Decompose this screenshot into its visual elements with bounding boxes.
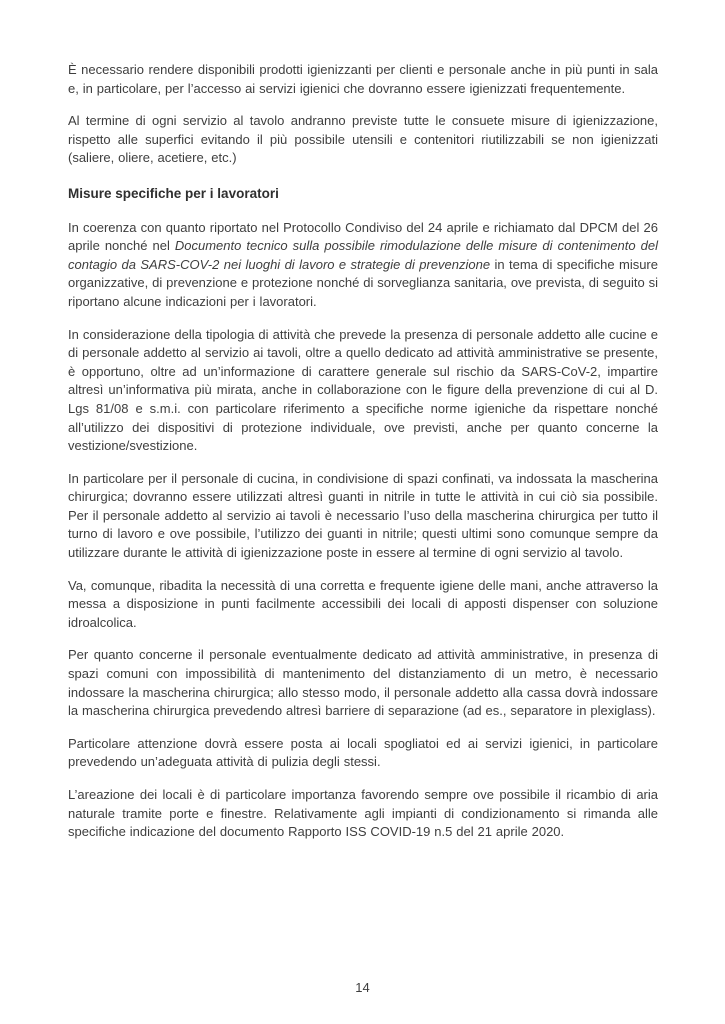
paragraph-changing-rooms: Particolare attenzione dovrà essere posta ai locali spogliatoi ed ai servizi igienici, in particolare prevedendo un’adeguata attività di pulizia degli stessi.: [68, 735, 658, 770]
paragraph-protocol-reference: [68, 219, 658, 312]
paragraph-ventilation: L’areazione dei locali è di particolare importanza favorendo sempre ove possibile il ricambio di aria naturale tramite porte e finestre. Relativamente agli impianti di condizionamento si rimanda alle specifiche indicazione del documento Rapporto ISS COVID-19 n.5 del 21 aprile 2020.: [68, 787, 658, 840]
section-heading: Misure specifiche per i lavoratori: [68, 185, 279, 201]
cited-document-title-italic: Documento tecnico sulla possibile rimodulazione delle misure di contenimento del contagio da SARS-COV-2 nei luoghi di lavoro e strategie di prevenzione: [68, 238, 659, 272]
page-footer: [0, 979, 725, 998]
paragraph-hand-hygiene: Va, comunque, ribadita la necessità di una corretta e frequente igiene delle mani, anche attraverso la messa a disposizione in punti facilmente accessibili dei locali di apposti dispenser con soluzione idroalcolica.: [68, 577, 658, 630]
paragraph-text-pre: In coerenza con quanto riportato nel Protocollo Condiviso del 24 aprile e richiamato dal DPCM del 26 aprile nonché nel: [68, 219, 658, 254]
paragraph-table-service-sanitation: Al termine di ogni servizio al tavolo andranno previste tutte le consuete misure di igienizzazione, rispetto alle superfici evitando il più possibile utensili e contenitori riutilizzabili se non igienizzati (saliere, oliere, acetiere, etc.): [68, 113, 658, 166]
page-content: [68, 61, 658, 856]
paragraph-hygiene-products: È necessario rendere disponibili prodotti igienizzanti per clienti e personale anche in più punti in sala e, in particolare, per l’accesso ai servizi igienici che dovranno essere igienizzati frequentemente.: [68, 62, 658, 96]
paragraph-administrative-staff: Per quanto concerne il personale eventualmente dedicato ad attività amministrative, in presenza di spazi comuni con impossibilità di mantenimento del distanziamento di un metro, è necessario indossare la mascherina chirurgica; allo stesso modo, il personale addetto alla cassa dovrà indossare la mascherina chirurgica prevedendo altresì barriere di separazione (ad es., separatore in plexiglass).: [68, 647, 658, 719]
paragraph-kitchen-staff-ppe: In particolare per il personale di cucina, in condivisione di spazi confinati, va indossata la mascherina chirurgica; dovranno essere utilizzati altresì guanti in nitrile in tutte le attività in cui ciò sia possibile. Per il personale addetto al servizio ai tavoli è necessario l’uso della mascherina chirurgica per tutto il turno di lavoro e ove possibile, l’utilizzo dei guanti in nitrile; questi ultimi sono comunque sempre da utilizzare durante le attività di igienizzazione poste in essere al termine di ogni servizio al tavolo.: [68, 470, 658, 561]
page-number: 14: [355, 980, 370, 995]
paragraph-text-post: in tema di specifiche misure organizzative, di prevenzione e protezione nonché di sorveglianza sanitaria, ove prevista, di seguito si riportano alcune indicazioni per i lavoratori.: [68, 256, 658, 309]
paragraph-staff-information: In considerazione della tipologia di attività che prevede la presenza di personale addetto alle cucine e di personale addetto al servizio ai tavoli, oltre a quello dedicato ad attività amministrative se presente, è opportuno, oltre ad un’informazione di carattere generale sul rischio da SARS-CoV-2, impartire altresì un’informativa più mirata, anche in collaborazione con le figure della prevenzione di cui al D. Lgs 81/08 e s.m.i. con particolare riferimento a specifiche norme igieniche da rispettare nonché all’utilizzo dei dispositivi di protezione individuale, ove previsti, anche per quanto concerne la vestizione/svestizione.: [68, 326, 658, 454]
